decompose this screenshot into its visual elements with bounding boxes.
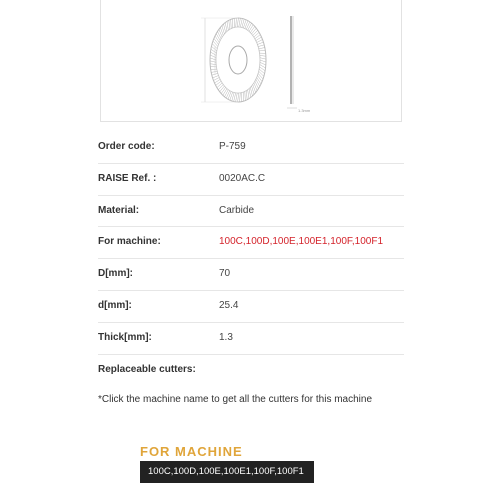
spec-value: 70 <box>219 268 231 280</box>
cutter-tooth <box>231 19 232 28</box>
cutter-tooth <box>245 91 246 100</box>
cutter-tooth <box>248 23 252 30</box>
spec-value: P-759 <box>219 141 246 152</box>
cutter-tooth <box>253 30 258 35</box>
spec-row-raise-ref <box>98 164 404 196</box>
cutter-tooth <box>238 93 239 102</box>
cutter-tooth <box>237 18 238 27</box>
cutter-tooth <box>236 93 238 102</box>
machine-note: *Click the machine name to get all the cutters for this machine <box>98 394 373 405</box>
spec-row-order-code <box>98 132 404 164</box>
cutter-tooth <box>260 62 266 65</box>
cutter-tooth <box>239 18 241 27</box>
spec-row-material <box>98 196 404 228</box>
machine-chip-button[interactable]: 100C,100D,100E,100E1,100F,100F1 <box>140 461 314 483</box>
cutter-tooth <box>257 42 263 44</box>
machine-link[interactable]: 100C,100D,100E,100E1,100F,100F1 <box>219 236 384 248</box>
cutter-tooth <box>256 79 260 86</box>
cutter-tooth <box>224 90 228 97</box>
cutter-tooth <box>225 23 227 32</box>
cutter-tooth <box>255 81 259 88</box>
cutter-tooth <box>221 87 225 93</box>
cutter-tooth <box>217 31 221 38</box>
cutter-tooth <box>260 55 266 56</box>
spec-label: Material: <box>98 204 140 216</box>
cutter-tooth <box>213 41 218 47</box>
spec-table <box>98 132 404 386</box>
cutter-tooth <box>258 45 264 47</box>
cutter-tooth <box>211 71 217 72</box>
cutter-tooth <box>218 85 223 90</box>
cutter-side-view <box>287 16 297 108</box>
cutter-tooth <box>240 93 241 102</box>
cutter-tooth <box>227 21 228 30</box>
cutter-tooth <box>257 77 261 84</box>
cutter-tooth <box>246 22 250 30</box>
spec-label: RAISE Ref. : <box>98 172 157 184</box>
for-machine-heading: FOR MACHINE <box>140 444 243 459</box>
cutter-tooth <box>229 20 230 29</box>
spec-row-replaceable-cutters <box>98 355 404 387</box>
spec-row-for-machine <box>98 227 404 259</box>
cutter-tooth <box>260 58 266 59</box>
spec-row-inner-diameter <box>98 291 404 323</box>
spec-label: d[mm]: <box>98 299 132 311</box>
spec-value: 1.3 <box>219 331 233 343</box>
technical-drawing <box>100 0 402 122</box>
spec-label: D[mm]: <box>98 268 133 280</box>
cutter-tooth <box>220 86 225 92</box>
cutter-tooth <box>214 77 220 80</box>
cutter-drawing-svg <box>101 0 403 122</box>
cutter-tooth <box>226 91 230 99</box>
cutter-tooth <box>252 28 257 34</box>
cutter-tooth <box>240 19 242 28</box>
cutter-tooth <box>246 91 247 100</box>
spec-label: For machine: <box>98 236 161 248</box>
cutter-tooth <box>258 73 263 79</box>
spec-row-thickness <box>98 323 404 355</box>
cutter-tooth <box>249 89 251 98</box>
cutter-tooth <box>213 75 219 77</box>
cutter-tooth <box>215 36 219 43</box>
cutter-tooth <box>257 40 263 43</box>
cutter-tooth <box>223 89 227 96</box>
spec-label: Replaceable cutters: <box>98 363 196 375</box>
spec-value: 25.4 <box>219 299 239 311</box>
cutter-front-view <box>210 18 266 102</box>
cutter-tooth <box>234 93 236 102</box>
cutter-tooth <box>248 90 249 99</box>
spec-label: Order code: <box>98 141 155 152</box>
spec-value: 0020AC.C <box>219 172 266 184</box>
spec-row-outer-diameter <box>98 259 404 291</box>
thickness-dim-label: 1.3mm <box>298 108 311 113</box>
spec-value: Carbide <box>219 204 255 216</box>
cutter-tooth <box>260 60 266 62</box>
cutter-tooth <box>259 48 265 49</box>
cutter-tooth <box>210 64 216 65</box>
cutter-tooth <box>236 18 237 27</box>
cutter-tooth <box>257 75 262 81</box>
cutter-tooth <box>250 26 254 32</box>
spec-label: Thick[mm]: <box>98 331 152 343</box>
cutter-tooth <box>216 34 220 41</box>
cutter-tooth <box>249 25 253 32</box>
cutter-tooth <box>214 38 219 44</box>
